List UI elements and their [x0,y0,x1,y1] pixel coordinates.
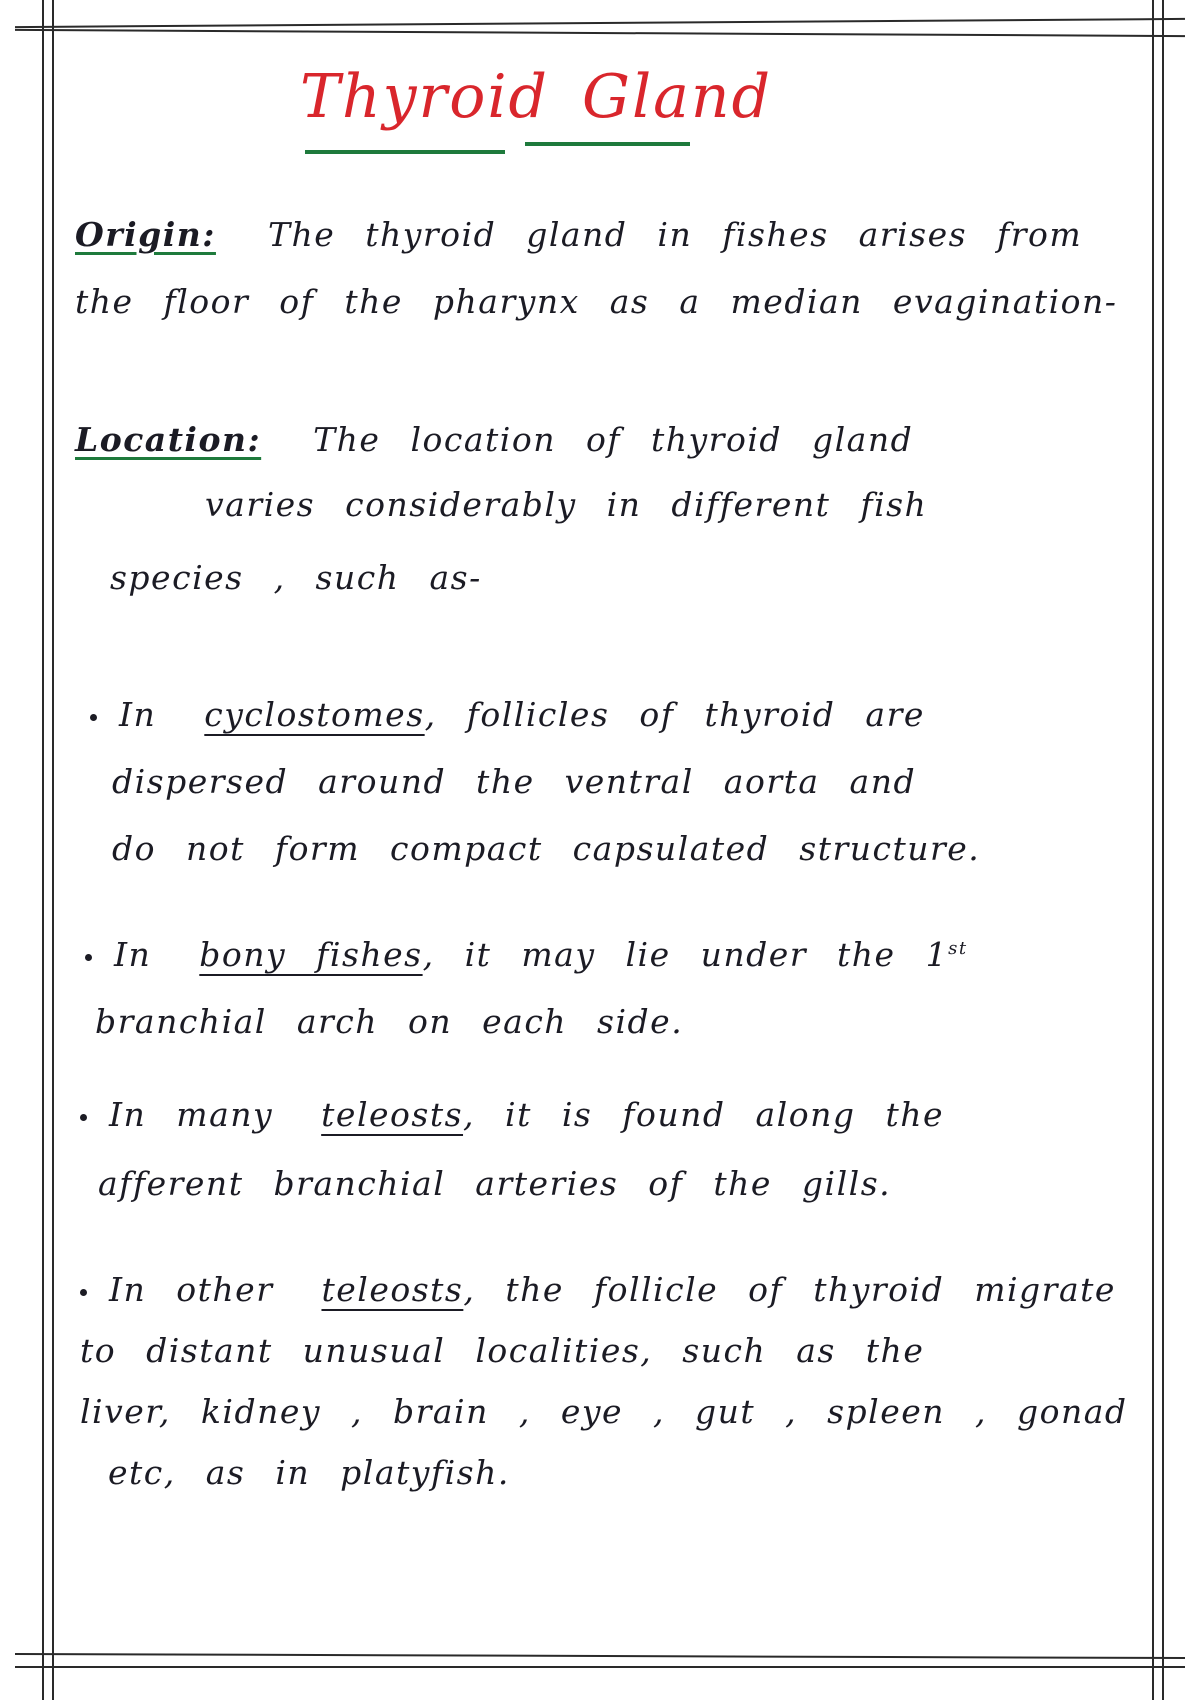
bullet-prefix: In [114,935,152,974]
bullet-line-3: do not form compact capsulated structure. [112,829,981,868]
term-cyclostomes: cyclostomes [204,695,425,734]
title-underline-right [525,142,690,146]
bullet-teleosts-migrate [80,1270,1128,1492]
left-border-line [42,0,44,1700]
bullet-line-4: etc, as in platyfish. [108,1453,510,1492]
location-line-1: The location of thyroid gland [313,420,914,459]
bullet-rest: , the follicle of thyroid migrate [463,1270,1116,1309]
left-border-line-inner [52,0,54,1700]
bullet-prefix: In other [109,1270,274,1309]
bullet-cyclostomes [90,695,980,868]
origin-section [75,215,1117,321]
location-line-2: varies considerably in different fish [205,485,928,524]
bullet-dot [80,1289,87,1296]
bullet-line-2: afferent branchial arteries of the gills. [98,1164,892,1203]
top-border-line-inner [15,29,1185,37]
superscript-st: st [948,938,968,959]
origin-line-2: the floor of the pharynx as a median evagination- [75,282,1118,321]
bullet-rest: , follicles of thyroid are [424,695,925,734]
bullet-rest: , it may lie under the 1 [422,935,949,974]
location-section [75,420,927,597]
bottom-border-line-inner [15,1666,1185,1668]
bullet-line-2: branchial arch on each side. [95,1002,684,1041]
term-bony-fishes: bony fishes [199,935,423,974]
title-underline-left [305,150,505,154]
location-line-3: species , such as- [110,558,482,597]
bullet-dot [85,954,92,961]
top-border-line [15,18,1185,28]
bullet-line-3: liver, kidney , brain , eye , gut , spleen , gonad [80,1392,1128,1431]
location-heading: Location: [75,420,262,459]
right-border-line-inner [1162,0,1164,1700]
term-teleosts: teleosts [321,1270,464,1309]
bottom-border-line [15,1653,1185,1659]
bullet-dot [80,1114,87,1121]
page-title: Thyroid Gland [300,62,772,132]
bullet-line-2: dispersed around the ventral aorta and [112,762,917,801]
bullet-dot [90,714,97,721]
right-border-line [1152,0,1154,1700]
bullet-prefix: In many [109,1095,274,1134]
bullet-prefix: In [119,695,157,734]
bullet-teleosts-gills [80,1095,944,1203]
bullet-bony-fishes [85,935,968,1041]
origin-heading: Origin: [75,215,216,254]
bullet-rest: , it is found along the [463,1095,945,1134]
bullet-line-2: to distant unusual localities, such as the [80,1331,925,1370]
origin-line-1: The thyroid gland in fishes arises from [267,215,1083,254]
term-teleosts: teleosts [321,1095,464,1134]
